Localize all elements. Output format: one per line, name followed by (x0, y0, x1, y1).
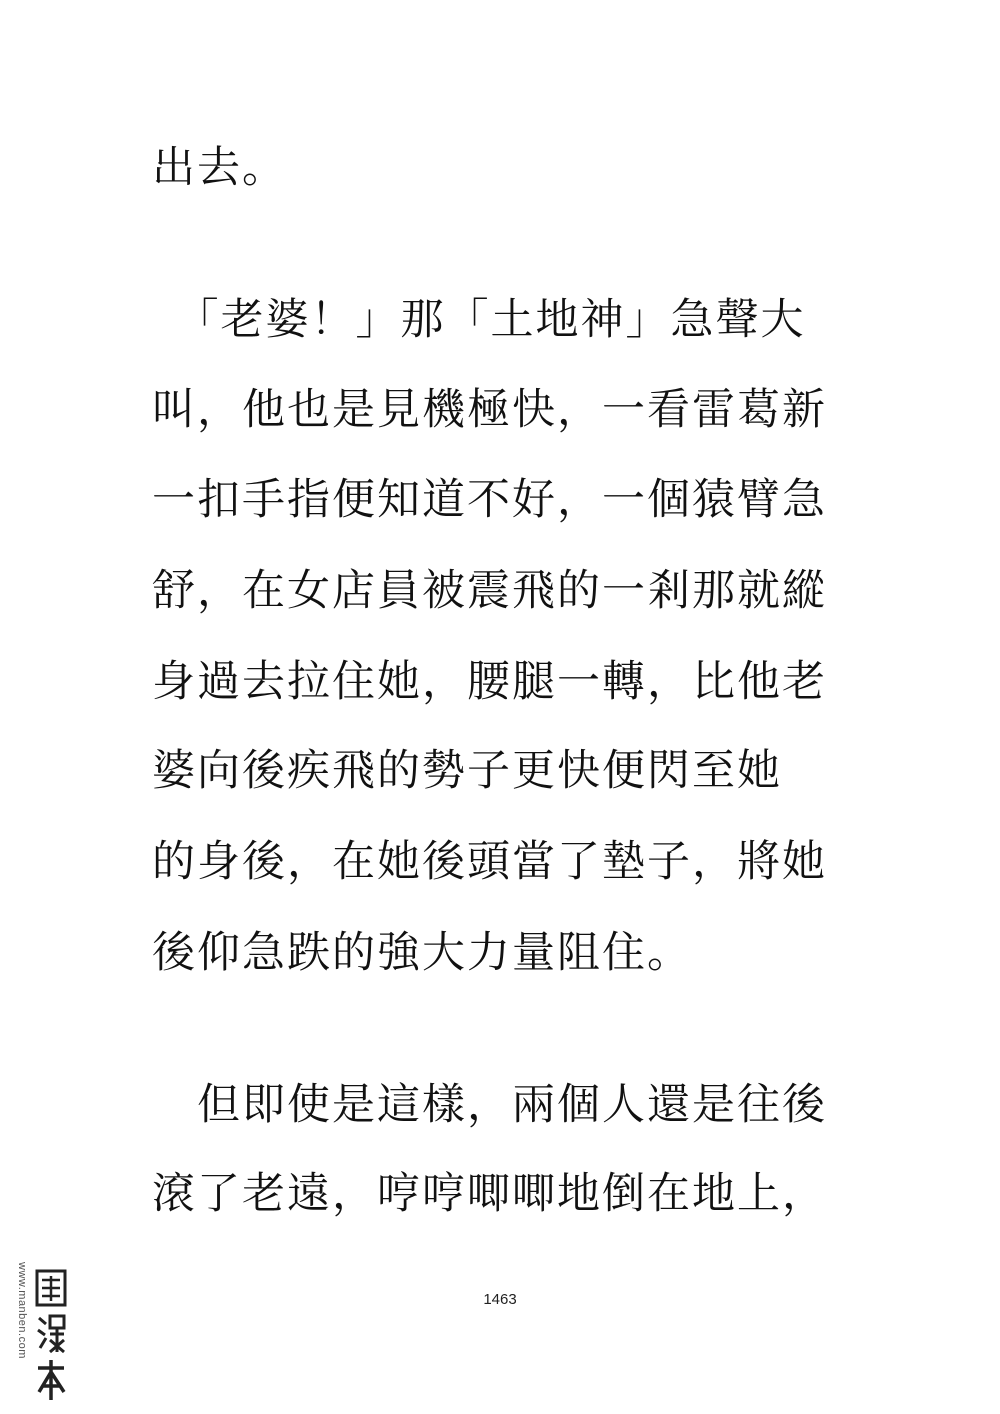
watermark-logo-icon (34, 1268, 68, 1404)
text-line: 身過去拉住她，腰腿一轉，比他老 (152, 657, 827, 707)
watermark (6, 1262, 70, 1408)
text-line: 後仰急跌的強大力量阻住。 (152, 928, 692, 978)
watermark-url: www.manben.com (16, 1262, 28, 1359)
text-line: 出去。 (152, 143, 287, 193)
text-line: 一扣手指便知道不好，一個猿臂急 (152, 475, 827, 525)
text-line: 的身後，在她後頭當了墊子，將她 (152, 837, 827, 887)
text-line: 婆向後疾飛的勢子更快便閃至她 (152, 746, 782, 796)
text-line: 滾了老遠，哼哼唧唧地倒在地上， (152, 1169, 827, 1219)
text-line: 叫，他也是見機極快，一看雷葛新 (152, 385, 827, 435)
text-line: 「老婆！」那「土地神」急聲大 (152, 295, 806, 345)
text-line: 舒，在女店員被震飛的一剎那就縱 (152, 566, 827, 616)
text-line: 但即使是這樣，兩個人還是往後 (152, 1080, 827, 1130)
page-number: 1463 (483, 1291, 517, 1308)
